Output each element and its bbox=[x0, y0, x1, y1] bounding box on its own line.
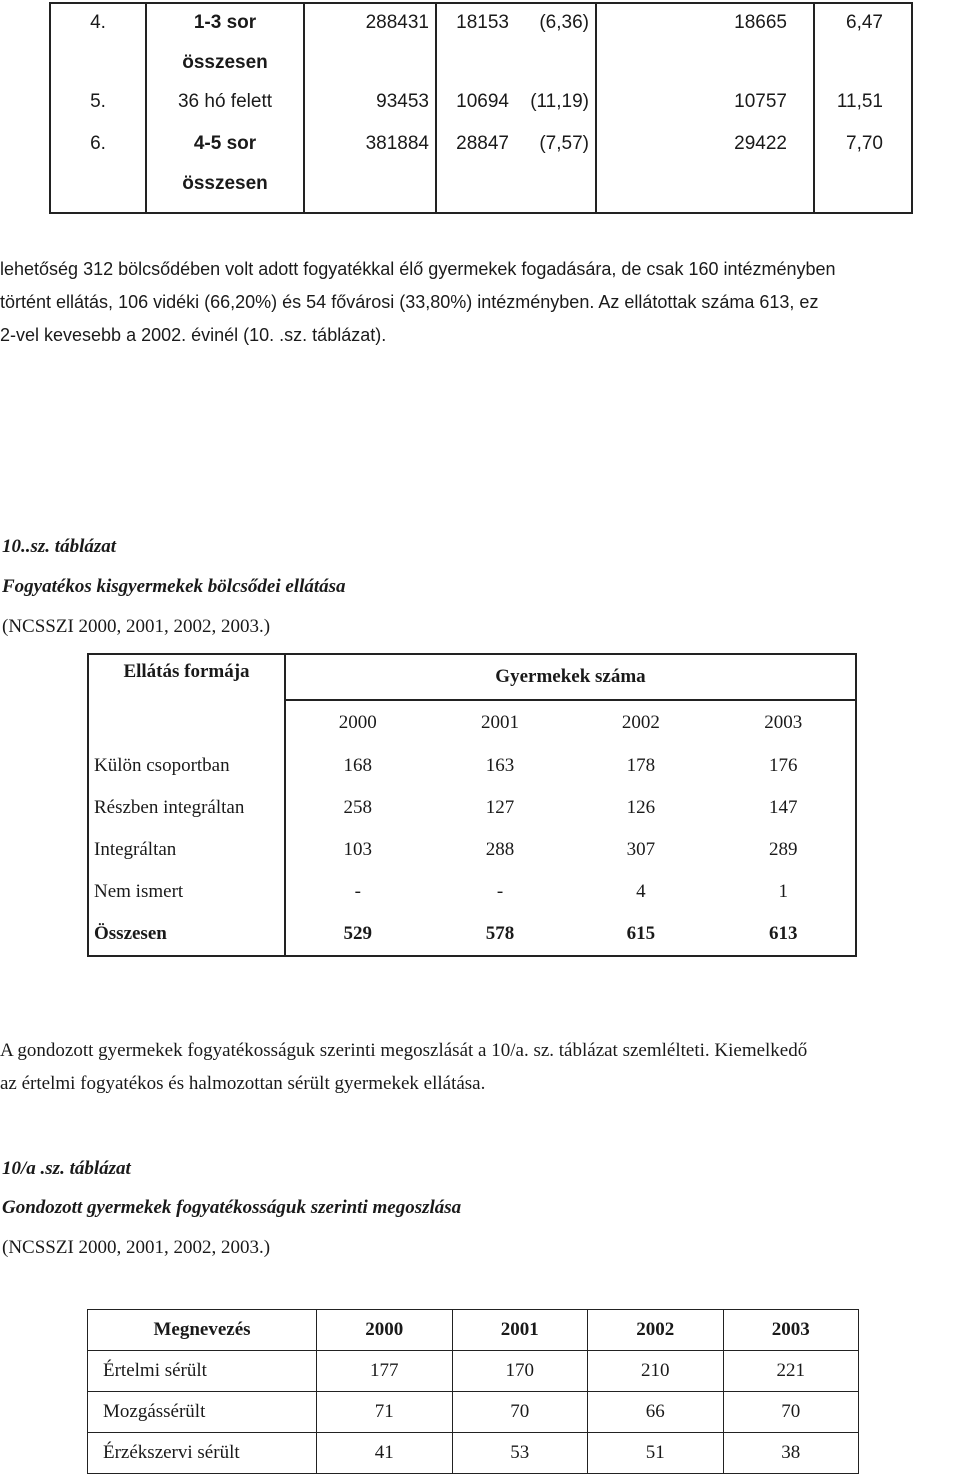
cell-value: 93453 bbox=[304, 87, 436, 129]
column-header: 2000 bbox=[317, 1310, 453, 1351]
table-row bbox=[88, 1392, 859, 1433]
cell-value: 258 bbox=[343, 797, 373, 818]
cell-value: - bbox=[496, 881, 504, 902]
cell-value: 307 bbox=[626, 839, 656, 860]
year-header: 2002 bbox=[621, 712, 660, 733]
cell-value: 178 bbox=[626, 755, 656, 776]
cell-value: 210 bbox=[588, 1351, 724, 1392]
row-name bbox=[146, 129, 304, 213]
cell-value: 7,70 bbox=[846, 133, 883, 154]
cell-value: 41 bbox=[317, 1433, 453, 1474]
row-label: Részben integráltan bbox=[88, 787, 285, 829]
row-number: 4. bbox=[50, 3, 146, 87]
cell-value: 127 bbox=[485, 797, 515, 818]
row-number: 6. bbox=[50, 129, 146, 213]
table-number: 10..sz. táblázat bbox=[2, 536, 117, 557]
table-header-row bbox=[88, 1310, 859, 1351]
cell-value: 289 bbox=[768, 839, 798, 860]
row-name bbox=[146, 3, 304, 87]
row-label: Nem ismert bbox=[88, 871, 285, 913]
paragraph-line: 2-vel kevesebb a 2002. évinél (10. .sz. táblázat). bbox=[0, 325, 387, 345]
cell-value: 1 bbox=[778, 881, 788, 902]
table-source: (NCSSZI 2000, 2001, 2002, 2003.) bbox=[2, 616, 271, 637]
paragraph-1 bbox=[0, 253, 960, 352]
year-header: 2001 bbox=[481, 712, 520, 733]
cell-value: 10757 bbox=[596, 87, 814, 129]
row-number: 5. bbox=[50, 87, 146, 129]
cell-percent: (11,19) bbox=[509, 87, 596, 129]
cell-value: 70 bbox=[723, 1392, 859, 1433]
table-row bbox=[88, 745, 856, 787]
column-header: Megnevezés bbox=[88, 1310, 317, 1351]
row-name: 36 hó felett bbox=[146, 87, 304, 129]
cell-value: 29422 bbox=[596, 129, 814, 213]
row-label: Külön csoportban bbox=[88, 745, 285, 787]
disability-type-table bbox=[87, 1309, 859, 1474]
cell-value: 103 bbox=[343, 839, 373, 860]
table-total-row bbox=[88, 913, 856, 956]
paragraph-line: az értelmi fogyatékos és halmozottan sérült gyermekek ellátása. bbox=[0, 1073, 486, 1094]
population-table-fragment bbox=[49, 2, 913, 214]
total-value: 578 bbox=[485, 923, 515, 944]
cell-value: - bbox=[354, 881, 361, 902]
table-title: Fogyatékos kisgyermekek bölcsődei ellátása bbox=[2, 576, 346, 597]
table-title: Gondozott gyermekek fogyatékosságuk szerinti megoszlása bbox=[2, 1197, 462, 1218]
table-row bbox=[88, 1351, 859, 1392]
column-header-care-form: Ellátás formája bbox=[88, 654, 285, 745]
column-group-header: Gyermekek száma bbox=[285, 654, 856, 700]
cell-value: 147 bbox=[768, 797, 798, 818]
cell-value: 163 bbox=[485, 755, 515, 776]
cell-value: 288431 bbox=[304, 3, 436, 87]
cell-value: 38 bbox=[723, 1433, 859, 1474]
row-name-line2: összesen bbox=[182, 173, 268, 194]
cell-value: 177 bbox=[317, 1351, 453, 1392]
table-row bbox=[50, 129, 912, 213]
row-name-line1: 1-3 sor bbox=[193, 12, 257, 33]
year-header: 2003 bbox=[764, 712, 803, 733]
cell-value: 6,47 bbox=[846, 12, 883, 33]
table-row bbox=[88, 787, 856, 829]
table-source: (NCSSZI 2000, 2001, 2002, 2003.) bbox=[2, 1237, 271, 1258]
cell-value: 71 bbox=[317, 1392, 453, 1433]
cell-percent: (7,57) bbox=[509, 129, 596, 213]
cell-value: 170 bbox=[452, 1351, 588, 1392]
row-label: Mozgássérült bbox=[88, 1392, 317, 1433]
cell-value: 70 bbox=[452, 1392, 588, 1433]
table-row bbox=[88, 871, 856, 913]
table-number: 10/a .sz. táblázat bbox=[2, 1158, 131, 1179]
column-header: 2001 bbox=[452, 1310, 588, 1351]
cell-value: 221 bbox=[723, 1351, 859, 1392]
cell-value: 53 bbox=[452, 1433, 588, 1474]
cell-value: 10694 bbox=[456, 91, 509, 112]
year-header: 2000 bbox=[338, 712, 377, 733]
cell-value: 4 bbox=[636, 881, 646, 902]
paragraph-2 bbox=[0, 1034, 960, 1100]
total-value: 615 bbox=[626, 923, 656, 944]
table-row bbox=[50, 3, 912, 87]
paragraph-line: lehetőség 312 bölcsődében volt adott fogyatékkal élő gyermekek fogadására, de csak 160 intézményben bbox=[0, 259, 836, 279]
row-label: Értelmi sérült bbox=[88, 1351, 317, 1392]
cell-value: 28847 bbox=[456, 133, 509, 154]
cell-value: 18153 bbox=[456, 12, 509, 33]
cell-value: 126 bbox=[626, 797, 656, 818]
table-row bbox=[88, 1433, 859, 1474]
row-label: Integráltan bbox=[88, 829, 285, 871]
paragraph-line: A gondozott gyermekek fogyatékosságuk szerinti megoszlását a 10/a. sz. táblázat szemlélteti. Kiemelkedő bbox=[0, 1040, 808, 1061]
paragraph-line: történt ellátás, 106 vidéki (66,20%) és 54 fővárosi (33,80%) intézményben. Az ellátottak száma 613, ez bbox=[0, 292, 819, 312]
column-header: 2003 bbox=[723, 1310, 859, 1351]
care-form-table bbox=[87, 653, 857, 957]
column-header: 2002 bbox=[588, 1310, 724, 1351]
table-row bbox=[50, 87, 912, 129]
cell-value: 288 bbox=[485, 839, 515, 860]
total-value: 529 bbox=[343, 923, 373, 944]
cell-percent: (6,36) bbox=[509, 3, 596, 87]
row-label: Érzékszervi sérült bbox=[88, 1433, 317, 1474]
cell-value: 176 bbox=[768, 755, 798, 776]
total-label: Összesen bbox=[88, 913, 285, 956]
row-name-line1: 4-5 sor bbox=[193, 133, 257, 154]
row-name-line2: összesen bbox=[182, 52, 268, 73]
cell-value: 381884 bbox=[304, 129, 436, 213]
cell-value: 66 bbox=[588, 1392, 724, 1433]
cell-value: 51 bbox=[588, 1433, 724, 1474]
cell-value: 168 bbox=[343, 755, 373, 776]
cell-value: 18665 bbox=[596, 3, 814, 87]
total-value: 613 bbox=[768, 923, 798, 944]
cell-value: 11,51 bbox=[836, 91, 883, 112]
table-header-row bbox=[88, 654, 856, 700]
table-row bbox=[88, 829, 856, 871]
